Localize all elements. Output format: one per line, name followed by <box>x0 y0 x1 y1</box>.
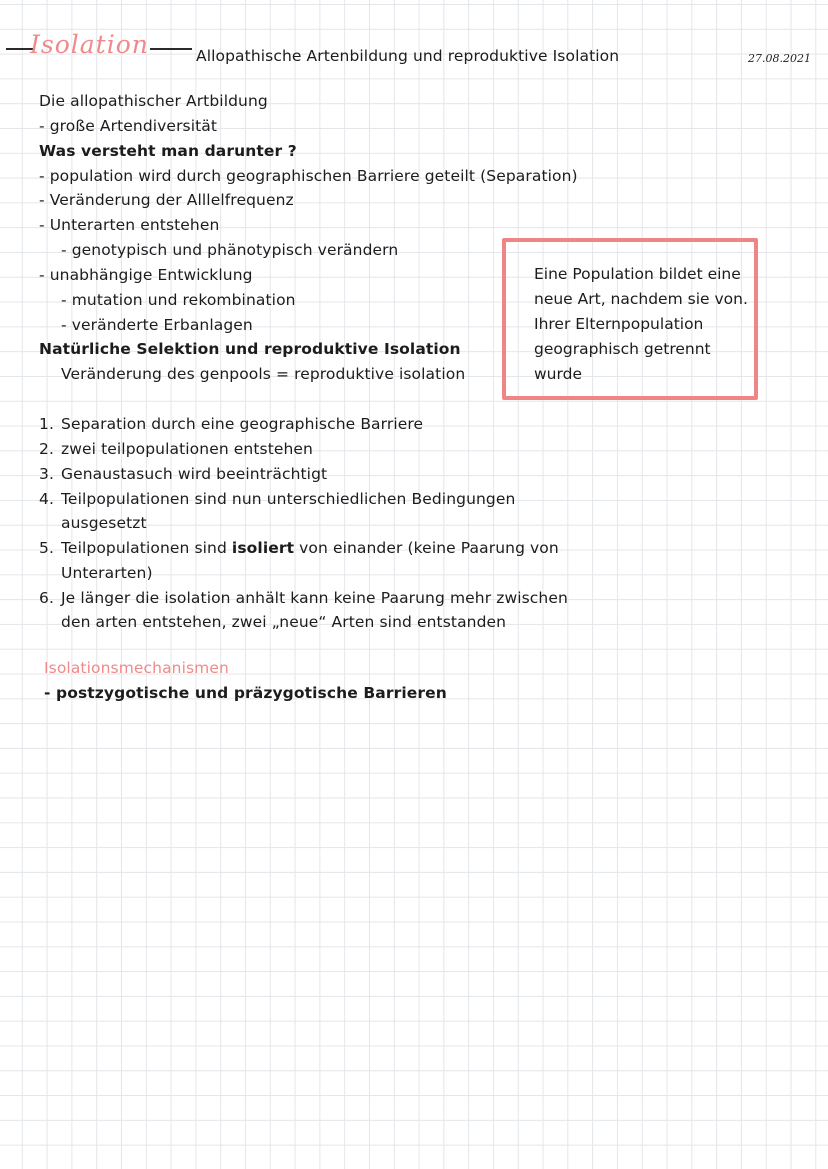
callout-line: neue Art, nachdem sie von. <box>534 290 748 308</box>
list-item-text-continued: ausgesetzt <box>61 514 147 532</box>
handwritten-title: Isolation <box>30 30 149 59</box>
line-genpool: Veränderung des genpools = reproduktive isolation <box>61 365 466 383</box>
list-number: 3. <box>39 465 54 483</box>
page-date: 27.08.2021 <box>748 52 811 65</box>
list-item-text-continued: Unterarten) <box>61 564 153 582</box>
list-number: 4. <box>39 490 54 508</box>
list-item-text-pre: Teilpopulationen sind <box>61 539 232 557</box>
list-item-text: Genaustasuch wird beeinträchtigt <box>61 465 328 483</box>
list-item-text: Je länger die isolation anhält kann keine Paarung mehr zwischen <box>61 589 568 607</box>
list-item-text: Separation durch eine geographische Barriere <box>61 415 424 433</box>
barriers-item: - postzygotische und präzygotische Barrieren <box>44 684 447 702</box>
list-item-text <box>61 539 559 557</box>
line-genotypic: - genotypisch und phänotypisch verändern <box>61 241 399 259</box>
callout-line: Ihrer Elternpopulation <box>534 315 704 333</box>
list-item-text: Teilpopulationen sind nun unterschiedlichen Bedingungen <box>61 490 516 508</box>
selection-heading: Natürliche Selektion und reproduktive Isolation <box>39 340 461 358</box>
question-heading: Was versteht man darunter ? <box>39 142 297 160</box>
line-diversity: - große Artendiversität <box>39 117 218 135</box>
line-mutation: - mutation und rekombination <box>61 291 296 309</box>
isolation-mechanisms-heading: Isolationsmechanismen <box>44 659 229 677</box>
line-subspecies: - Unterarten entstehen <box>39 216 220 234</box>
line-separation: - population wird durch geographischen Barriere geteilt (Separation) <box>39 167 578 185</box>
definition-callout-box <box>502 238 758 400</box>
list-item-text: zwei teilpopulationen entstehen <box>61 440 313 458</box>
list-item-text-continued: den arten entstehen, zwei „neue“ Arten sind entstanden <box>61 613 507 631</box>
line-intro: Die allopathischer Artbildung <box>39 92 268 110</box>
page-subtitle: Allopathische Artenbildung und reproduktive Isolation <box>196 47 620 65</box>
callout-line: geographisch getrennt <box>534 340 711 358</box>
list-number: 1. <box>39 415 54 433</box>
callout-line: wurde <box>534 365 582 383</box>
list-number: 2. <box>39 440 54 458</box>
line-independent: - unabhängige Entwicklung <box>39 266 253 284</box>
callout-line: Eine Population bildet eine <box>534 265 741 283</box>
list-number: 6. <box>39 589 54 607</box>
title-underline-right <box>150 48 192 50</box>
list-item-text-post: von einander (keine Paarung von <box>294 539 559 557</box>
line-genetic-changes: - veränderte Erbanlagen <box>61 316 253 334</box>
emphasis-isoliert: isoliert <box>231 539 295 557</box>
list-number: 5. <box>39 539 54 557</box>
line-allele-frequency: - Veränderung der Alllelfrequenz <box>39 191 294 209</box>
